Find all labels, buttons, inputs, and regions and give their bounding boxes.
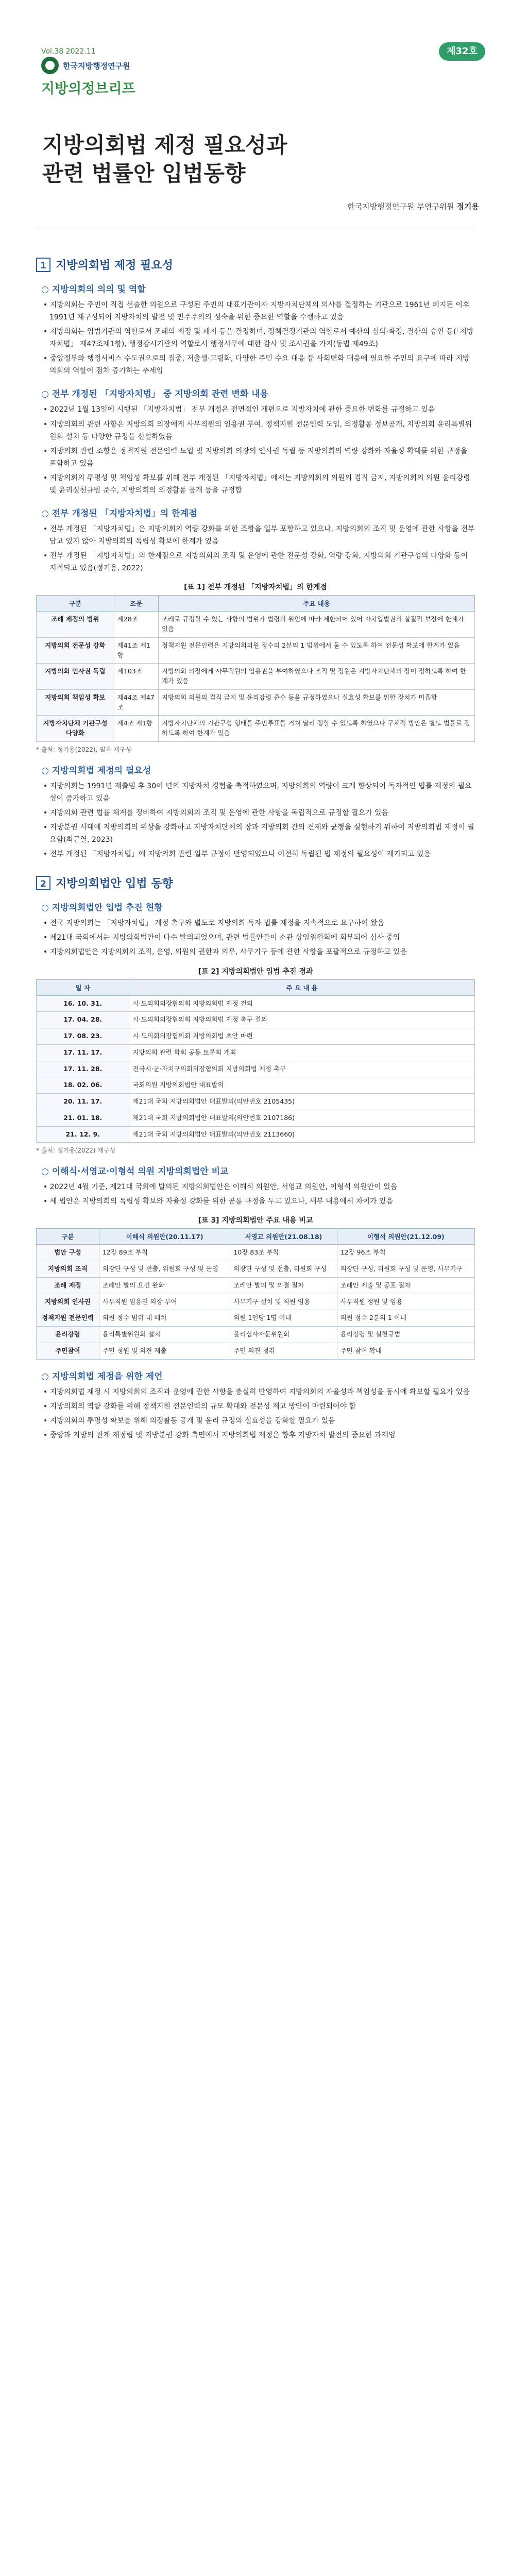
section-title: 지방의회법 제정 필요성	[56, 259, 173, 272]
table-row	[37, 1028, 475, 1045]
bullet-list	[36, 1181, 475, 1208]
issue-badge: 제32호	[439, 42, 485, 61]
table-2	[36, 979, 475, 1143]
bullet-item: • 지방의회 관련 법률 체계를 정비하여 지방의회의 조직 및 운영에 관한 사항을 독립적으로 규정할 필요가 있음	[49, 807, 475, 819]
table-row	[37, 689, 475, 716]
table-row	[37, 1044, 475, 1061]
table-cell: 지방의회 관련 학회 공동 토론회 개최	[129, 1044, 475, 1061]
table-header-cell: 일 자	[37, 979, 129, 995]
table-cell: 정책지원 전문인력은 지방의회의원 정수의 2분의 1 범위에서 둘 수 있도록 하여 전문성 확보에 한계가 있음	[158, 637, 474, 664]
subheading: ○ 지방의회법 제정의 필요성	[41, 765, 151, 776]
table-cell: 시·도의회의장협의회 지방의회법 제정 건의	[129, 995, 475, 1012]
table-cell: 17. 11. 28.	[37, 1061, 129, 1077]
table-header-cell: 서영교 의원안(21.08.18)	[230, 1229, 337, 1245]
table-row	[37, 1261, 475, 1278]
author-affiliation: 한국지방행정연구원 부연구위원	[347, 202, 454, 211]
bullet-item: • 중앙정부와 행정서비스 수도권으로의 집중, 저출생·고령화, 다양한 주민 수요 대응 등 사회변화 대응에 필요한 주민의 요구에 따라 지방의회의 역할이 점차 증가하는 추세임	[49, 352, 475, 377]
subheading: ○ 이해식·서영교·이형석 의원 지방의회법안 비교	[41, 1166, 229, 1177]
author-name: 정기용	[456, 202, 479, 211]
table-row	[37, 1327, 475, 1343]
bullet-item: • 2022년 4월 기준, 제21대 국회에 발의된 지방의회법안은 이해식 의원안, 서영교 의원안, 이형석 의원안이 있음	[49, 1181, 475, 1193]
table-row	[37, 1110, 475, 1126]
table-cell: 10장 83조 부칙	[230, 1245, 337, 1261]
table-cell: 17. 08. 23.	[37, 1028, 129, 1045]
table-cell: 지방의회 의원의 겸직 금지 및 윤리강령 준수 등을 규정하였으나 실효성 확보를 위한 장치가 미흡함	[158, 689, 474, 716]
table-cell: 지방의회 전문성 강화	[37, 637, 114, 664]
org-logo-icon	[41, 57, 59, 74]
table-1	[36, 595, 475, 742]
bullet-item: • 지방의회는 1991년 재출범 후 30여 년의 지방자치 경험을 축적하였으며, 지방의회의 역량이 크게 향상되어 독자적인 법률 제정의 필요성이 증가하고 있음	[49, 780, 475, 805]
table-cell: 제21대 국회 지방의회법안 대표발의(의안번호 2107186)	[129, 1110, 475, 1126]
table-cell: 조례로 규정할 수 있는 사항의 범위가 법령의 위임에 따라 제한되어 있어 자치입법권의 실질적 보장에 한계가 있음	[158, 612, 474, 638]
section-title: 지방의회법안 입법 동향	[56, 877, 173, 891]
table-cell: 조례 제정의 범위	[37, 612, 114, 638]
table-header-cell: 구분	[37, 1229, 99, 1245]
subheading: ○ 지방의회법 제정을 위한 제언	[41, 1371, 163, 1382]
subheading: ○ 전부 개정된 「지방자치법」의 한계점	[41, 509, 197, 519]
bullet-item: • 지방의회는 입법기관의 역할로서 조례의 제정 및 폐지 등을 결정하며, 정책결정기관의 역할로서 예산의 심의·확정, 결산의 승인 등(「지방자치법」 제47조제1항), 행정감시기관의 역할로서 행정사무에 대한 감사 및 조사권을 가지(동법 제49조)	[49, 326, 475, 350]
section-2-header	[36, 875, 475, 891]
table-cell: 17. 04. 28.	[37, 1012, 129, 1028]
bullet-item: • 지방의회의 투명성 확보를 위해 의정활동 공개 및 윤리 규정의 실효성을 강화할 필요가 있음	[49, 1415, 475, 1427]
table-cell: 18. 02. 06.	[37, 1077, 129, 1094]
table-cell: 의원 정수 2분의 1 이내	[337, 1310, 474, 1327]
table-3	[36, 1228, 475, 1359]
bullet-item: • 전부 개정된 「지방자치법」의 한계점으로 지방의회의 조직 및 운영에 관한 전문성 강화, 역량 강화, 지방의회 기관구성의 다양화 등이 지적되고 있음(정기용, 2022)	[49, 550, 475, 574]
table-cell: 16. 10. 31.	[37, 995, 129, 1012]
table-cell: 조례안 제출 및 공포 절차	[337, 1277, 474, 1294]
table-cell: 제21대 국회 지방의회법안 대표발의(의안번호 2105435)	[129, 1094, 475, 1110]
bullet-item: • 지방의회법 제정 시 지방의회의 조직과 운영에 관한 사항을 충실히 반영하여 지방의회의 자율성과 책임성을 동시에 확보할 필요가 있음	[49, 1386, 475, 1398]
table-1-title: [표 1] 전부 개정된 「지방자치법」의 한계점	[184, 583, 327, 592]
table-cell: 지방의회 조직	[37, 1261, 99, 1278]
table-row	[37, 1126, 475, 1143]
table-cell: 제44조 제47조	[114, 689, 158, 716]
section-number: 2	[36, 876, 50, 890]
table-row	[37, 1094, 475, 1110]
table-cell: 사무직원 임용권 의장 부여	[99, 1294, 230, 1310]
subheading: ○ 지방의회법안 입법 추진 현황	[41, 903, 163, 913]
table-row	[37, 1277, 475, 1294]
table-row	[37, 995, 475, 1012]
table-cell: 제28조	[114, 612, 158, 638]
bullet-list	[36, 917, 475, 958]
org-name: 한국지방행정연구원	[63, 61, 130, 71]
table-row	[37, 716, 475, 742]
bullet-list	[36, 523, 475, 574]
section-1-header	[36, 257, 475, 273]
bullet-item: • 세 법안은 지방의회의 독립성 확보와 자율성 강화를 위한 공통 규정을 두고 있으나, 세부 내용에서 차이가 있음	[49, 1195, 475, 1208]
brief-title: 지방의정브리프	[41, 81, 135, 97]
table-cell: 조례안 발의 요건 완화	[99, 1277, 230, 1294]
bullet-item: • 2022년 1월 13일에 시행된 「지방자치법」 전부 개정은 전면적인 개편으로 지방자치에 관한 중요한 변화를 규정하고 있음	[49, 403, 475, 416]
subheading: ○ 지방의회의 의의 및 역할	[41, 284, 146, 295]
bullet-item: • 지방의회의 역량 강화를 위해 정책지원 전문인력의 규모 확대와 전문성 제고 방안이 마련되어야 함	[49, 1400, 475, 1413]
table-header-cell: 주 요 내 용	[129, 979, 475, 995]
table-cell: 시·도의회의장협의회 지방의회법 초안 마련	[129, 1028, 475, 1045]
table-row	[37, 612, 475, 638]
bullet-item: • 전부 개정된 「지방자치법」은 지방의회의 역량 강화를 위한 조항을 일부 포함하고 있으나, 지방의회의 조직 및 운영에 관한 사항을 전부 담고 있지 않아 지방의회의 독립성 확보에 한계가 있음	[49, 523, 475, 548]
table-cell: 전국시·군·자치구의회의장협의회 지방의회법 제정 촉구	[129, 1061, 475, 1077]
table-cell: 21. 01. 18.	[37, 1110, 129, 1126]
subheading: ○ 전부 개정된 「지방자치법」 중 지방의회 관련 변화 내용	[41, 389, 269, 400]
table-cell: 윤리강령 및 실천규범	[337, 1327, 474, 1343]
bullet-item: • 제21대 국회에서는 지방의회법안이 다수 발의되었으며, 관련 법률안들이 소관 상임위원회에 회부되어 심사 중임	[49, 931, 475, 944]
table-cell: 지방의회 책임성 확보	[37, 689, 114, 716]
table-cell: 법안 구성	[37, 1245, 99, 1261]
bullet-list	[36, 403, 475, 497]
table-header-cell: 구분	[37, 596, 114, 612]
table-cell: 12장 96조 부칙	[337, 1245, 474, 1261]
table-cell: 주민 참여 확대	[337, 1343, 474, 1359]
table-cell: 사무직원 정원 및 임용	[337, 1294, 474, 1310]
table-row	[37, 1077, 475, 1094]
table-header-cell: 조문	[114, 596, 158, 612]
table-cell: 윤리강령	[37, 1327, 99, 1343]
table-cell: 지방의회 의장에게 사무직원의 임용권을 부여하였으나 조직 및 정원은 지방자치단체의 장이 정하도록 하여 한계가 있음	[158, 664, 474, 690]
table-cell: 주민참여	[37, 1343, 99, 1359]
table-cell: 조례안 발의 및 의결 절차	[230, 1277, 337, 1294]
table-row	[37, 664, 475, 690]
title-area	[42, 131, 475, 188]
table-cell: 조례 제정	[37, 1277, 99, 1294]
table-row	[37, 1245, 475, 1261]
table-cell: 윤리심사자문위원회	[230, 1327, 337, 1343]
table-2-title: [표 2] 지방의회법안 입법 추진 경과	[198, 967, 313, 976]
table-row	[37, 1012, 475, 1028]
page-title-line2: 관련 법률안 입법동향	[42, 160, 246, 186]
table-cell: 지방자치단체 기관구성 다양화	[37, 716, 114, 742]
table-cell: 제103조	[114, 664, 158, 690]
bullet-list	[36, 299, 475, 377]
table-row	[37, 637, 475, 664]
volume-label: Vol.38 2022.11	[41, 47, 96, 56]
table-cell: 주민 청원 및 의견 제출	[99, 1343, 230, 1359]
table-header-cell: 주요 내용	[158, 596, 474, 612]
table-cell: 20. 11. 17.	[37, 1094, 129, 1110]
bullet-item: • 중앙과 지방의 관계 재정립 및 지방분권 강화 측면에서 지방의회법 제정은 향후 지방자치 발전의 중요한 과제임	[49, 1429, 475, 1442]
table-cell: 시·도의회의장협의회 지방의회법 제정 촉구 결의	[129, 1012, 475, 1028]
table-row	[37, 1294, 475, 1310]
bullet-item: • 지방의회의 투명성 및 책임성 확보를 위해 전부 개정된 「지방자치법」에서는 지방의회의 의원의 겸직 금지, 지방의회의 의원 윤리강령 및 윤리실천규범 준수, 지방의회의 의정활동 공개 등을 규정함	[49, 472, 475, 497]
bullet-list	[36, 780, 475, 860]
table-cell: 정책지원 전문인력	[37, 1310, 99, 1327]
author	[347, 201, 479, 212]
table-row	[37, 1343, 475, 1359]
table-cell: 제21대 국회 지방의회법안 대표발의(의안번호 2113660)	[129, 1126, 475, 1143]
table-3-title: [표 3] 지방의회법안 주요 내용 비교	[198, 1216, 313, 1225]
table-row	[37, 1061, 475, 1077]
table-cell: 의장단 구성, 위원회 구성 및 운영, 사무기구	[337, 1261, 474, 1278]
bullet-item: • 전부 개정된 「지방자치법」에 지방의회 관련 일부 규정이 반영되었으나 여전히 독립된 법 제정의 필요성이 제기되고 있음	[49, 848, 475, 860]
table-cell: 17. 11. 17.	[37, 1044, 129, 1061]
section-number: 1	[36, 258, 50, 272]
table-cell: 의장단 구성 및 선출, 위원회 구성	[230, 1261, 337, 1278]
table-cell: 윤리특별위원회 설치	[99, 1327, 230, 1343]
bullet-item: • 지방분권 시대에 지방의회의 위상을 강화하고 지방자치단체의 장과 지방의회 간의 견제와 균형을 실현하기 위하여 지방의회법 제정이 필요함(최근열, 2023)	[49, 821, 475, 846]
table-cell: 21. 12. 9.	[37, 1126, 129, 1143]
main-content	[36, 242, 475, 1444]
table-row	[37, 1310, 475, 1327]
bullet-item: • 지방의회의 관련 사항은 지방의회 의장에게 사무직원의 임용권 부여, 정책지원 전문인력 도입, 의정활동 정보공개, 지방의회 윤리특별위원회 설치 등 다양한 규정을 신설하였음	[49, 418, 475, 443]
bullet-item: • 전국 지방의회는 「지방자치법」 개정 촉구와 별도로 지방의회 독자 법률 제정을 지속적으로 요구하여 왔음	[49, 917, 475, 929]
org-logo	[41, 57, 130, 74]
table-cell: 사무기구 설치 및 직원 임용	[230, 1294, 337, 1310]
bullet-item: • 지방의회는 주민이 직접 선출한 의원으로 구성된 주민의 대표기관이자 지방자치단체의 의사를 결정하는 기관으로 1961년 폐지된 이후 1991년 재구성되어 지방자치의 발전 및 민주주의의 성숙을 위한 중요한 역할을 수행하고 있음	[49, 299, 475, 324]
page-title-line1: 지방의회법 제정 필요성과	[42, 132, 287, 158]
table-cell: 국회의원 지방의회법안 대표발의	[129, 1077, 475, 1094]
table-cell: 지방자치단체의 기관구성 형태를 주민투표를 거쳐 달리 정할 수 있도록 하였으나 구체적 방안은 별도 법률로 정하도록 하여 한계가 있음	[158, 716, 474, 742]
table-1-note: * 출처: 정기용(2022), 필자 재구성	[36, 745, 131, 753]
table-cell: 의원 정수 범위 내 배치	[99, 1310, 230, 1327]
table-cell: 주민 의견 청취	[230, 1343, 337, 1359]
bullet-item: • 지방의회 관련 조항은 정책지원 전문인력 도입 및 지방의회 의장의 인사권 독립 등 지방의회의 역량 강화와 자율성 확대를 위한 규정을 포함하고 있음	[49, 445, 475, 470]
table-cell: 제4조 제1항	[114, 716, 158, 742]
table-header-cell: 이형석 의원안(21.12.09)	[337, 1229, 474, 1245]
table-cell: 지방의회 인사권	[37, 1294, 99, 1310]
table-cell: 의장단 구성 및 선출, 위원회 구성 및 운영	[99, 1261, 230, 1278]
table-header-cell: 이해식 의원안(20.11.17)	[99, 1229, 230, 1245]
table-cell: 제41조 제1항	[114, 637, 158, 664]
table-2-note: * 출처: 정기용(2022) 재구성	[36, 1147, 116, 1155]
header	[0, 0, 511, 186]
bullet-list	[36, 1386, 475, 1442]
bullet-item: • 지방의회법안은 지방의회의 조직, 운영, 의원의 권한과 의무, 사무기구 등에 관한 사항을 포괄적으로 규정하고 있음	[49, 946, 475, 958]
table-cell: 지방의회 인사권 독립	[37, 664, 114, 690]
table-cell: 12장 89조 부칙	[99, 1245, 230, 1261]
table-cell: 의원 1인당 1명 이내	[230, 1310, 337, 1327]
